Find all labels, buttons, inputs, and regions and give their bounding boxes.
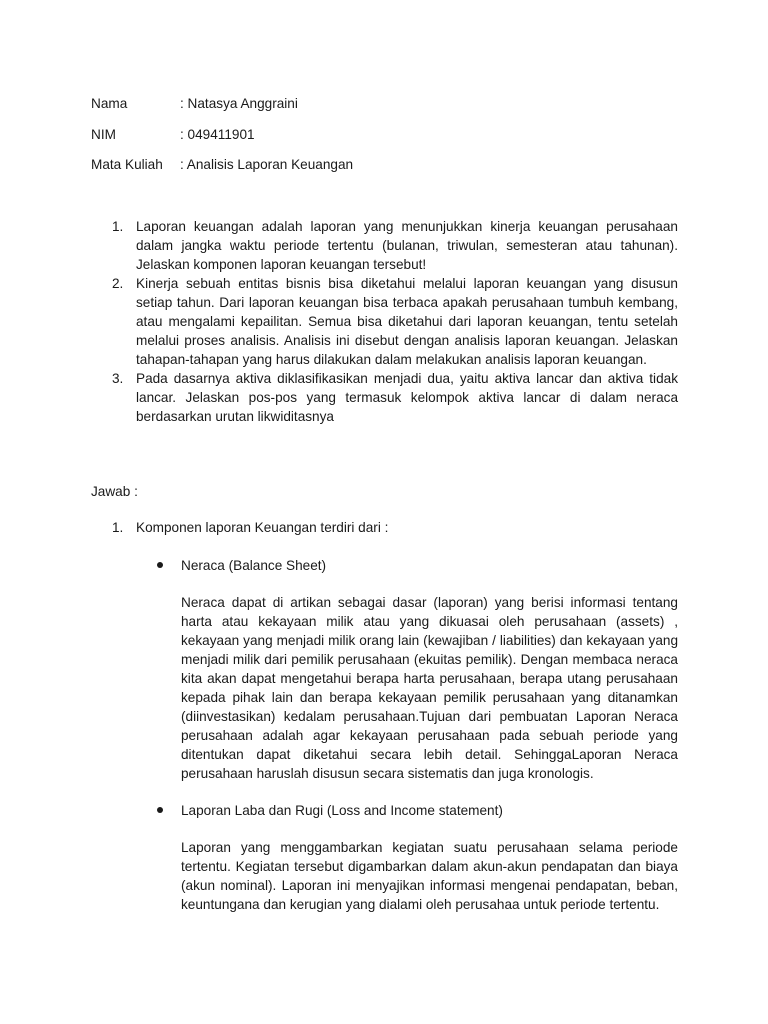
question-number: 1. (112, 219, 124, 234)
question-text: Pada dasarnya aktiva diklasifikasikan menjadi dua, yaitu aktiva lancar dan aktiva tidak lancar. Jelaskan pos-pos yang termasuk kelompok aktiva lancar di dalam neraca berdasarkan urutan likwiditasnya (136, 371, 678, 424)
question-number: 3. (112, 371, 124, 386)
bullet-title: Neraca (Balance Sheet) (181, 558, 327, 573)
info-label: NIM (91, 127, 116, 142)
answer-item-number: 1. (112, 520, 124, 535)
answer-label: Jawab : (91, 484, 138, 499)
bullet-icon (157, 807, 163, 813)
info-value: : Natasya Anggraini (180, 96, 298, 111)
info-label: Mata Kuliah (91, 157, 163, 172)
bullet-title: Laporan Laba dan Rugi (Loss and Income statement) (181, 803, 503, 818)
bullet-paragraph: Laporan yang menggambarkan kegiatan suatu perusahaan selama periode tertentu. Kegiatan tersebut digambarkan dalam akun-akun pendapatan dan biaya (akun nominal). Laporan ini menyajikan informasi mengenai pendapatan, beban, keuntungana dan kerugian yang dialami oleh perusahaa untuk periode tertentu. (181, 840, 678, 912)
bullet-icon (157, 562, 163, 568)
info-value: : 049411901 (180, 127, 255, 142)
info-label: Nama (91, 96, 128, 111)
bullet-paragraph: Neraca dapat di artikan sebagai dasar (laporan) yang berisi informasi tentang harta atau kekayaan milik atau yang dikuasai oleh perusahaan (assets) , kekayaan yang menjadi milik orang lain (kewajiban / liabilities) dan kekayaan yang menjadi milik dari pemilik perusahaan (ekuitas pemilik). Dengan membaca neraca kita akan dapat mengetahui berapa harta perusahaan, berapa utang perusahaan kepada pihak lain dan berapa kekayaan pemilik perusahaan yang ditanamkan (diinvestasikan) kedalam perusahaan.Tujuan dari pembuatan Laporan Neraca perusahaan adalah agar kekayaan perusahaan pada sebuah periode yang ditentukan dapat diketahui secara lebih detail. SehinggaLaporan Neraca perusahaan haruslah disusun secara sistematis dan juga kronologis. (181, 595, 678, 781)
question-number: 2. (112, 276, 124, 291)
answer-item-text: Komponen laporan Keuangan terdiri dari : (136, 520, 389, 535)
question-text: Laporan keuangan adalah laporan yang menunjukkan kinerja keuangan perusahaan dalam jangka waktu periode tertentu (bulanan, triwulan, semesteran atau tahunan). Jelaskan komponen laporan keuangan tersebut! (136, 219, 678, 272)
question-text: Kinerja sebuah entitas bisnis bisa diketahui melalui laporan keuangan yang disusun setiap tahun. Dari laporan keuangan bisa terbaca apakah perusahaan tumbuh kembang, atau mengalami kepailitan. Semua bisa diketahui dari laporan keuangan, tentu setelah melalui proses analisis. Analisis ini disebut dengan analisis laporan keuangan. Jelaskan tahapan-tahapan yang harus dilakukan dalam melakukan analisis laporan keuangan. (136, 276, 678, 367)
info-value: : Analisis Laporan Keuangan (180, 157, 354, 172)
